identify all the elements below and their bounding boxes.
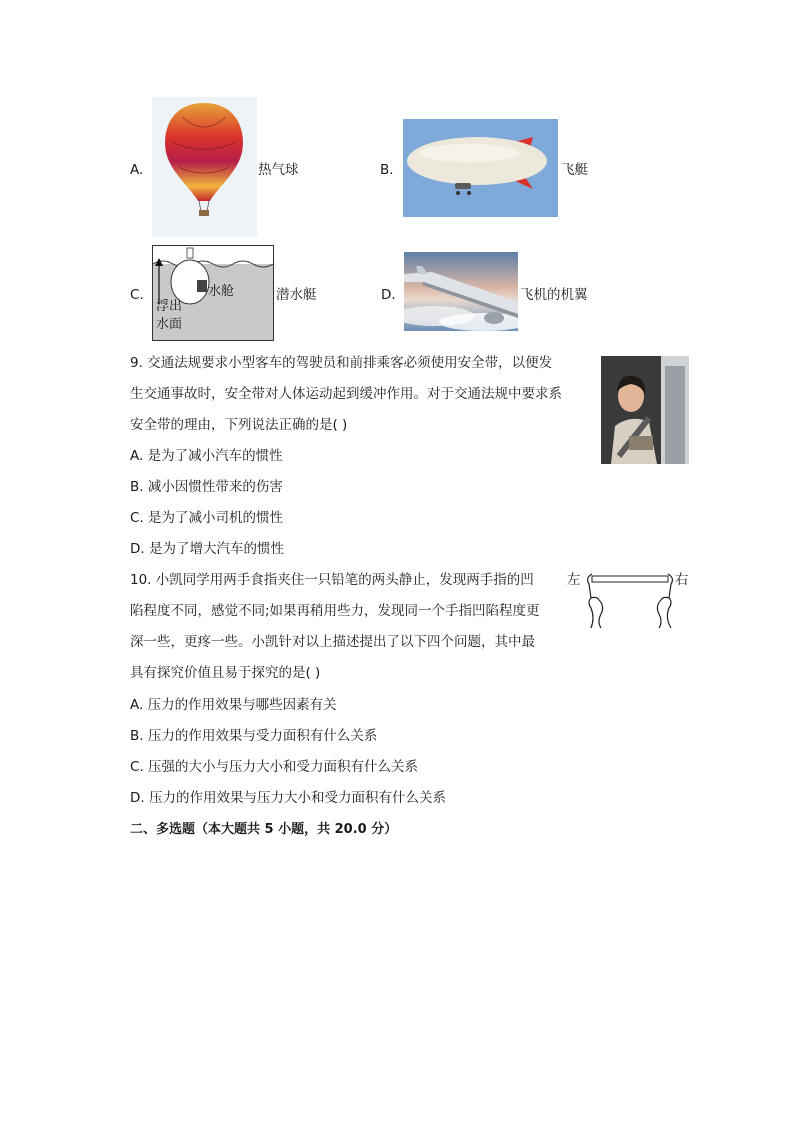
water-tank-label: 水舱 [208, 284, 235, 299]
option-b-letter: B. [380, 162, 394, 178]
q10-option-b: B. 压力的作用效果与受力面积有什么关系 [130, 728, 378, 744]
q9-line-1: 9. 交通法规要求小型客车的驾驶员和前排乘客必须使用安全带，以便发 [130, 355, 553, 371]
hot-air-balloon-image [152, 97, 257, 237]
q10-line-2: 陷程度不同，感觉不同;如果再稍用些力，发现同一个手指凹陷程度更 [130, 603, 540, 619]
q9-option-b: B. 减小因惯性带来的伤害 [130, 479, 283, 495]
q10-option-c: C. 压强的大小与压力大小和受力面积有什么关系 [130, 759, 419, 775]
q9-line-3: 安全带的理由，下列说法正确的是( ) [130, 417, 348, 433]
diagram-right-label: 右 [675, 572, 689, 588]
option-b-label: 飞艇 [561, 162, 588, 178]
q10-option-d: D. 压力的作用效果与压力大小和受力面积有什么关系 [130, 790, 446, 806]
airship-image [403, 119, 558, 217]
float-label-1: 浮出 [156, 299, 183, 314]
q10-line-1: 10. 小凯同学用两手食指夹住一只铅笔的两头静止，发现两手指的凹 [130, 572, 534, 588]
q9-option-a: A. 是为了减小汽车的惯性 [130, 448, 283, 464]
q9-line-2: 生交通事故时，安全带对人体运动起到缓冲作用。对于交通法规中要求系 [130, 386, 562, 402]
option-c-label: 潜水艇 [276, 287, 317, 303]
option-d-letter: D. [381, 287, 396, 303]
submarine-diagram [152, 245, 274, 341]
section-2-heading: 二、多选题（本大题共 5 小题，共 20.0 分） [130, 822, 398, 837]
option-d-label: 飞机的机翼 [520, 287, 588, 303]
diagram-left-label: 左 [567, 572, 581, 588]
airplane-wing-image [404, 252, 518, 331]
q10-line-3: 深一些，更疼一些。小凯针对以上描述提出了以下四个问题，其中最 [130, 634, 535, 650]
option-a-letter: A. [130, 162, 144, 178]
q10-option-a: A. 压力的作用效果与哪些因素有关 [130, 697, 337, 713]
float-label-2: 水面 [156, 317, 183, 332]
pencil-fingers-diagram [565, 568, 691, 632]
q9-option-d: D. 是为了增大汽车的惯性 [130, 541, 284, 557]
option-c-letter: C. [130, 287, 144, 303]
q10-line-4: 具有探究价值且易于探究的是( ) [130, 665, 321, 681]
seatbelt-photo [601, 356, 689, 464]
option-a-label: 热气球 [258, 162, 299, 178]
q9-option-c: C. 是为了减小司机的惯性 [130, 510, 284, 526]
